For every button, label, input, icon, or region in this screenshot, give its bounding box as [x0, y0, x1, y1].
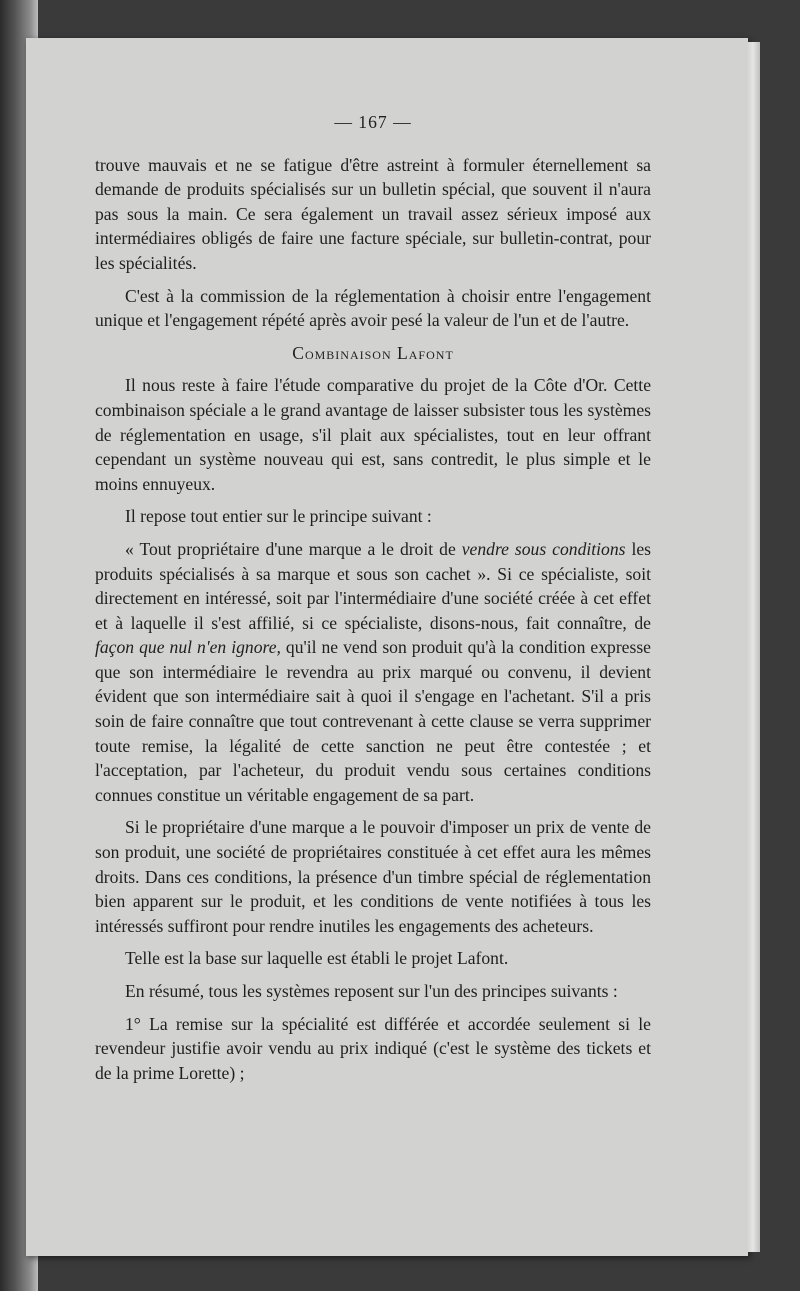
- paragraph-9: 1° La remise sur la spécialité est différée et accordée seulement si le revendeur justifie avoir vendu au prix indiqué (c'est le système des tickets et de la prime Lorette) ;: [95, 1013, 651, 1083]
- page-edge: [746, 42, 760, 1252]
- paragraph-8: En résumé, tous les systèmes reposent sur l'un des principes suivants :: [125, 981, 618, 1001]
- paragraph-5-emphasis-2: façon que nul n'en ignore,: [95, 637, 281, 658]
- paragraph-5-emphasis-1: vendre sous conditions: [461, 538, 626, 559]
- paragraph-4: Il repose tout entier sur le principe suivant :: [125, 506, 432, 527]
- page-number: — 167 —: [334, 112, 412, 132]
- paragraph-5-text-b: les produits spécialisés à sa marque et sous son cachet ». Si ce spécialiste, soit directement en intéressé, soit par l'intermédiaire d'une société créée à cet effet et à laquelle il s'est affilié, si ce spécialiste, disons-nous, fait connaître, de: [95, 538, 651, 633]
- paragraph-2: C'est à la commission de la réglementation à choisir entre l'engagement unique et l'engagement répété après avoir pesé la valeur de l'un et de l'autre.: [95, 285, 651, 331]
- page-content: [95, 110, 651, 1093]
- paragraph-1: trouve mauvais et ne se fatigue d'être astreint à formuler éternellement sa demande de produits spécialisés sur un bulletin spécial, que souvent il n'aura pas sous la main. Ce sera également un travail assez sérieux imposé aux intermédiaires obligés de faire une facture spéciale, sur bulletin-contrat, pour les spécialités.: [95, 154, 651, 273]
- paragraph-7: Telle est la base sur laquelle est établi le projet Lafont.: [125, 948, 509, 969]
- paragraph-5-text-c: qu'il ne vend son produit qu'à la condition expresse que son intermédiaire le revendra au prix marqué ou convenu, il devient évident que son intermédiaire sait à quoi il s'engage en l'achetant. S'il a pris soin de faire connaître que tout contrevenant à cette clause se verra supprimer toute remise, la légalité de cette sanction ne peut être contestée ; et l'acceptation, par l'acheteur, du produit vendu sous certaines conditions connues constitue un véritable engagement de sa part.: [95, 637, 651, 805]
- paragraph-5: [95, 537, 651, 808]
- paragraph-5-text-a: « Tout propriétaire d'une marque a le droit de: [125, 538, 462, 559]
- section-heading: Combinaison Lafont: [292, 342, 454, 363]
- paragraph-6: Si le propriétaire d'une marque a le pouvoir d'imposer un prix de vente de son produit, une société de propriétaires constituée à cet effet aura les mêmes droits. Dans ces conditions, la présence d'un timbre spécial de réglementation bien apparent sur le produit, et les conditions de vente notifiées à tous les intéressés suffiront pour rendre inutiles les engagements des acheteurs.: [95, 817, 651, 936]
- paragraph-3: Il nous reste à faire l'étude comparative du projet de la Côte d'Or. Cette combinaison spéciale a le grand avantage de laisser subsister tous les systèmes de réglementation en usage, s'il plait aux spécialistes, tout en leur offrant cependant un système nouveau qui est, sans contredit, le plus simple et le moins ennuyeux.: [95, 375, 651, 494]
